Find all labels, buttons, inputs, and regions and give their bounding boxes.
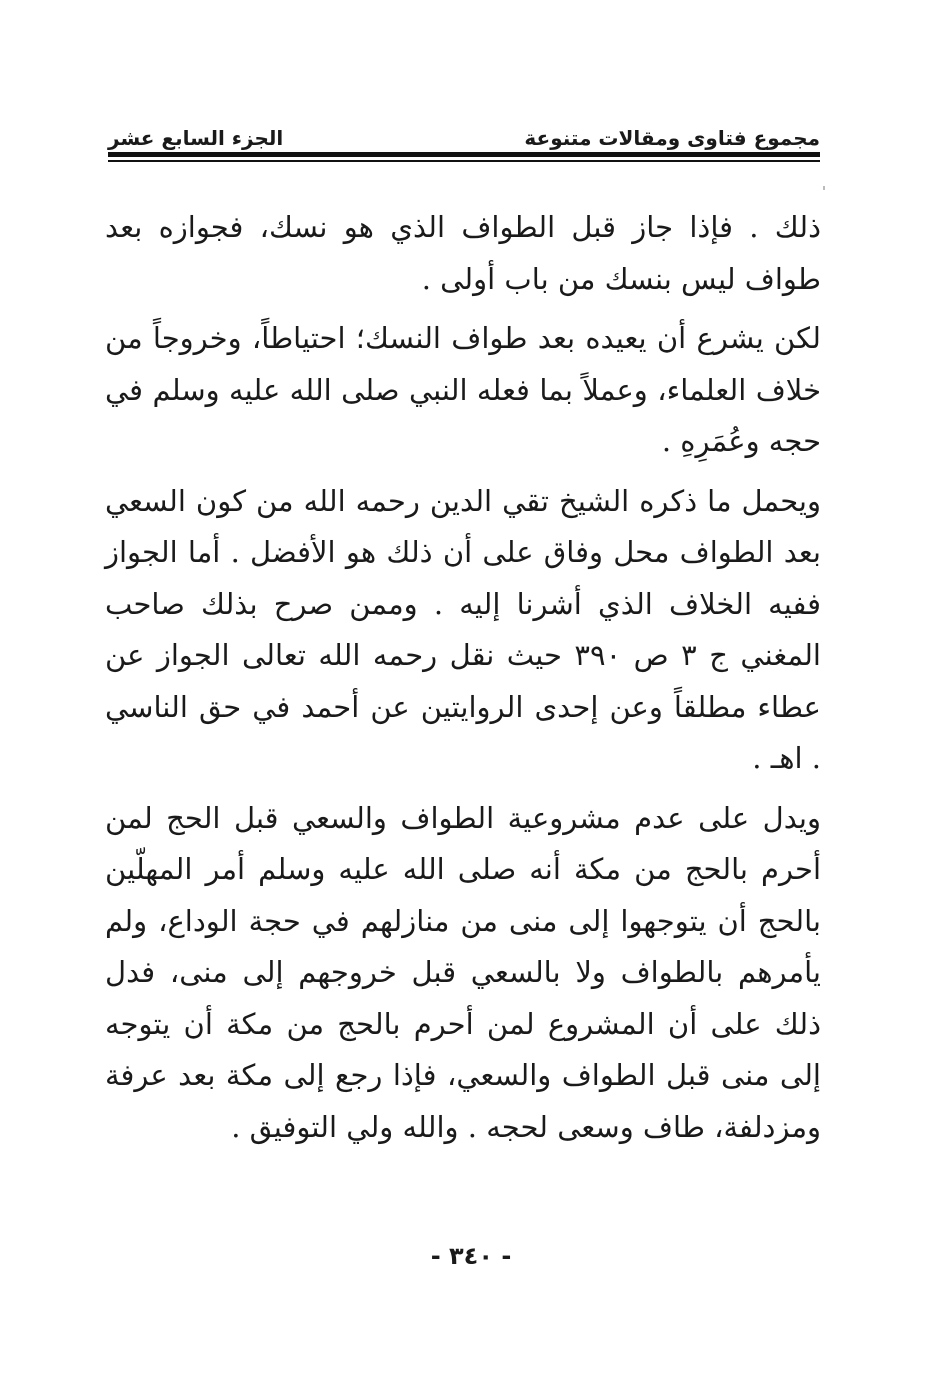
header-rule-thin [108,160,820,162]
body-text [105,202,821,1153]
scan-speck [823,186,825,190]
paragraph-2: لكن يشرع أن يعيده بعد طواف النسك؛ احتياطاً، وخروجاً من خلاف العلماء، وعملاً بما فعله النبي صلى الله عليه وسلم في حجه وعُمَرِهِ . [105,321,821,458]
paragraph-1: ذلك . فإذا جاز قبل الطواف الذي هو نسك، فجوازه بعد طواف ليس بنسك من باب أولى . [105,210,821,296]
book-title: مجموع فتاوى ومقالات متنوعة [524,126,820,150]
paragraph-3: ويحمل ما ذكره الشيخ تقي الدين رحمه الله من كون السعي بعد الطواف محل وفاق على أن ذلك هو الأفضل . أما الجواز ففيه الخلاف الذي أشرنا إليه . وممن صرح بذلك صاحب المغني ج ٣ ص ٣٩٠ حيث نقل رحمه الله تعالى الجواز عن عطاء مطلقاً وعن إحدى الروايتين عن أحمد في حق الناسي . اهـ . [105,483,821,775]
volume-label: الجزء السابع عشر [108,126,284,150]
running-header [108,112,820,152]
page-number: - ٣٤٠ - [430,1242,512,1270]
paragraph-4: ويدل على عدم مشروعية الطواف والسعي قبل الحج لمن أحرم بالحج من مكة أنه صلى الله عليه وسلم أمر المهلّين بالحج أن يتوجهوا إلى منى من منازلهم في حجة الوداع، ولم يأمرهم بالطواف ولا بالسعي قبل خروجهم إلى منى، فدل ذلك على أن المشروع لمن أحرم بالحج من مكة أن يتوجه إلى منى قبل الطواف والسعي، فإذا رجع إلى مكة بعد عرفة ومزدلفة، طاف وسعى لحجه . والله ولي التوفيق . [105,800,821,1144]
header-rule-thick [108,152,820,157]
